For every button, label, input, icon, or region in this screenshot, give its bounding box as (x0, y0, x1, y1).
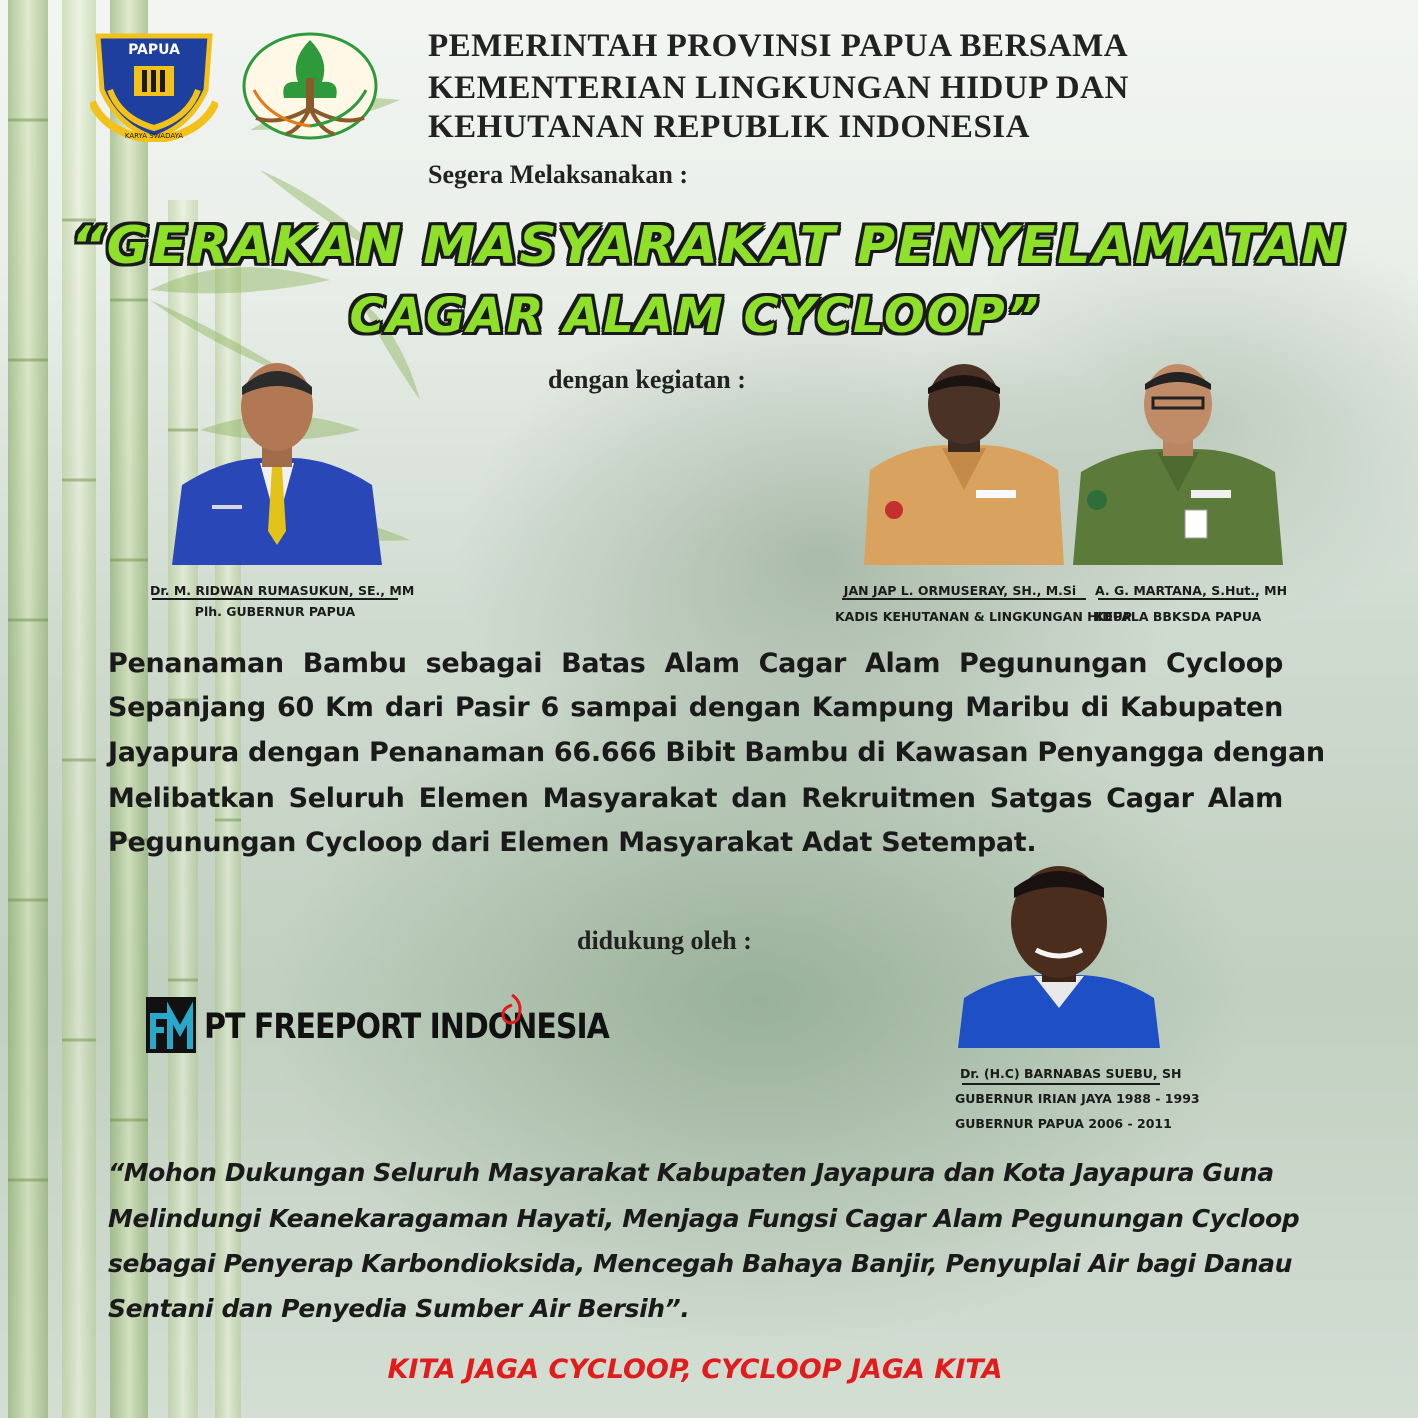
quote-line-2: Melindungi Keanekaragaman Hayati, Menjaga Fungsi Cagar Alam Pegunungan Cycloop (108, 1204, 1300, 1233)
header-line-3: KEHUTANAN REPUBLIK INDONESIA (428, 109, 1030, 145)
official-1-role: Plh. GUBERNUR PAPUA (194, 604, 356, 619)
official-1-name: Dr. M. RIDWAN RUMASUKUN, SE., MM (150, 583, 415, 598)
freeport-mark-icon (146, 997, 196, 1053)
quote-line-4: Sentani dan Penyedia Sumber Air Bersih”. (108, 1294, 690, 1323)
sponsor-name: PT FREEPORT INDONESIA (204, 1007, 609, 1048)
official-2-rule (842, 598, 1086, 600)
official-3-photo (1073, 360, 1283, 565)
patron-rule (962, 1083, 1160, 1085)
slogan: KITA JAGA CYCLOOP, CYCLOOP JAGA KITA (387, 1354, 1003, 1385)
header-subline: Segera Melaksanakan : (428, 160, 688, 189)
body-line-2: Sepanjang 60 Km dari Pasir 6 sampai dengan Kampung Maribu di Kabupaten (108, 692, 1283, 723)
patron-role-1: GUBERNUR IRIAN JAYA 1988 - 1993 (955, 1091, 1200, 1106)
body-line-5: Pegunungan Cycloop dari Elemen Masyarakat Adat Setempat. (108, 827, 1037, 858)
official-2-role: KADIS KEHUTANAN & LINGKUNGAN HIDUP (835, 609, 1132, 624)
campaign-title-line-1: “GERAKAN MASYARAKAT PENYELAMATAN (71, 216, 1347, 276)
quote-line-3: sebagai Penyerap Karbondioksida, Mencegah Bahaya Banjir, Penyuplai Air bagi Danau (108, 1249, 1292, 1278)
freeport-swirl-icon (498, 993, 526, 1029)
quote-line-1: “Mohon Dukungan Seluruh Masyarakat Kabupaten Jayapura dan Kota Jayapura Guna (108, 1158, 1274, 1187)
activity-label: dengan kegiatan : (548, 365, 746, 394)
body-line-4: Melibatkan Seluruh Elemen Masyarakat dan Rekruitmen Satgas Cagar Alam (108, 783, 1283, 814)
patron-photo (958, 858, 1160, 1048)
papua-emblem-motto: KARYA SWADAYA (124, 132, 184, 140)
official-1-photo (172, 355, 382, 565)
official-3-role: KEPALA BBKSDA PAPUA (1095, 609, 1262, 624)
papua-province-emblem-icon (90, 30, 218, 142)
patron-name: Dr. (H.C) BARNABAS SUEBU, SH (960, 1066, 1182, 1081)
patron-role-2: GUBERNUR PAPUA 2006 - 2011 (955, 1116, 1172, 1131)
body-line-3: Jayapura dengan Penanaman 66.666 Bibit Bambu di Kawasan Penyangga dengan (108, 737, 1325, 768)
official-3-name: A. G. MARTANA, S.Hut., MH (1095, 583, 1288, 598)
ministry-tree-emblem-icon (240, 30, 380, 142)
official-3-rule (1098, 598, 1258, 600)
papua-emblem-top-text: PAPUA (128, 42, 180, 58)
official-2-photo (864, 360, 1064, 565)
support-label: didukung oleh : (577, 926, 752, 955)
header-line-1: PEMERINTAH PROVINSI PAPUA BERSAMA (428, 28, 1129, 64)
official-2-name: JAN JAP L. ORMUSERAY, SH., M.Si (843, 583, 1077, 598)
body-line-1: Penanaman Bambu sebagai Batas Alam Cagar Alam Pegunungan Cycloop (108, 648, 1283, 679)
campaign-title-line-2: CAGAR ALAM CYCLOOP” (349, 288, 1041, 344)
header-line-2: KEMENTERIAN LINGKUNGAN HIDUP DAN (428, 70, 1129, 106)
official-1-rule (152, 598, 398, 600)
